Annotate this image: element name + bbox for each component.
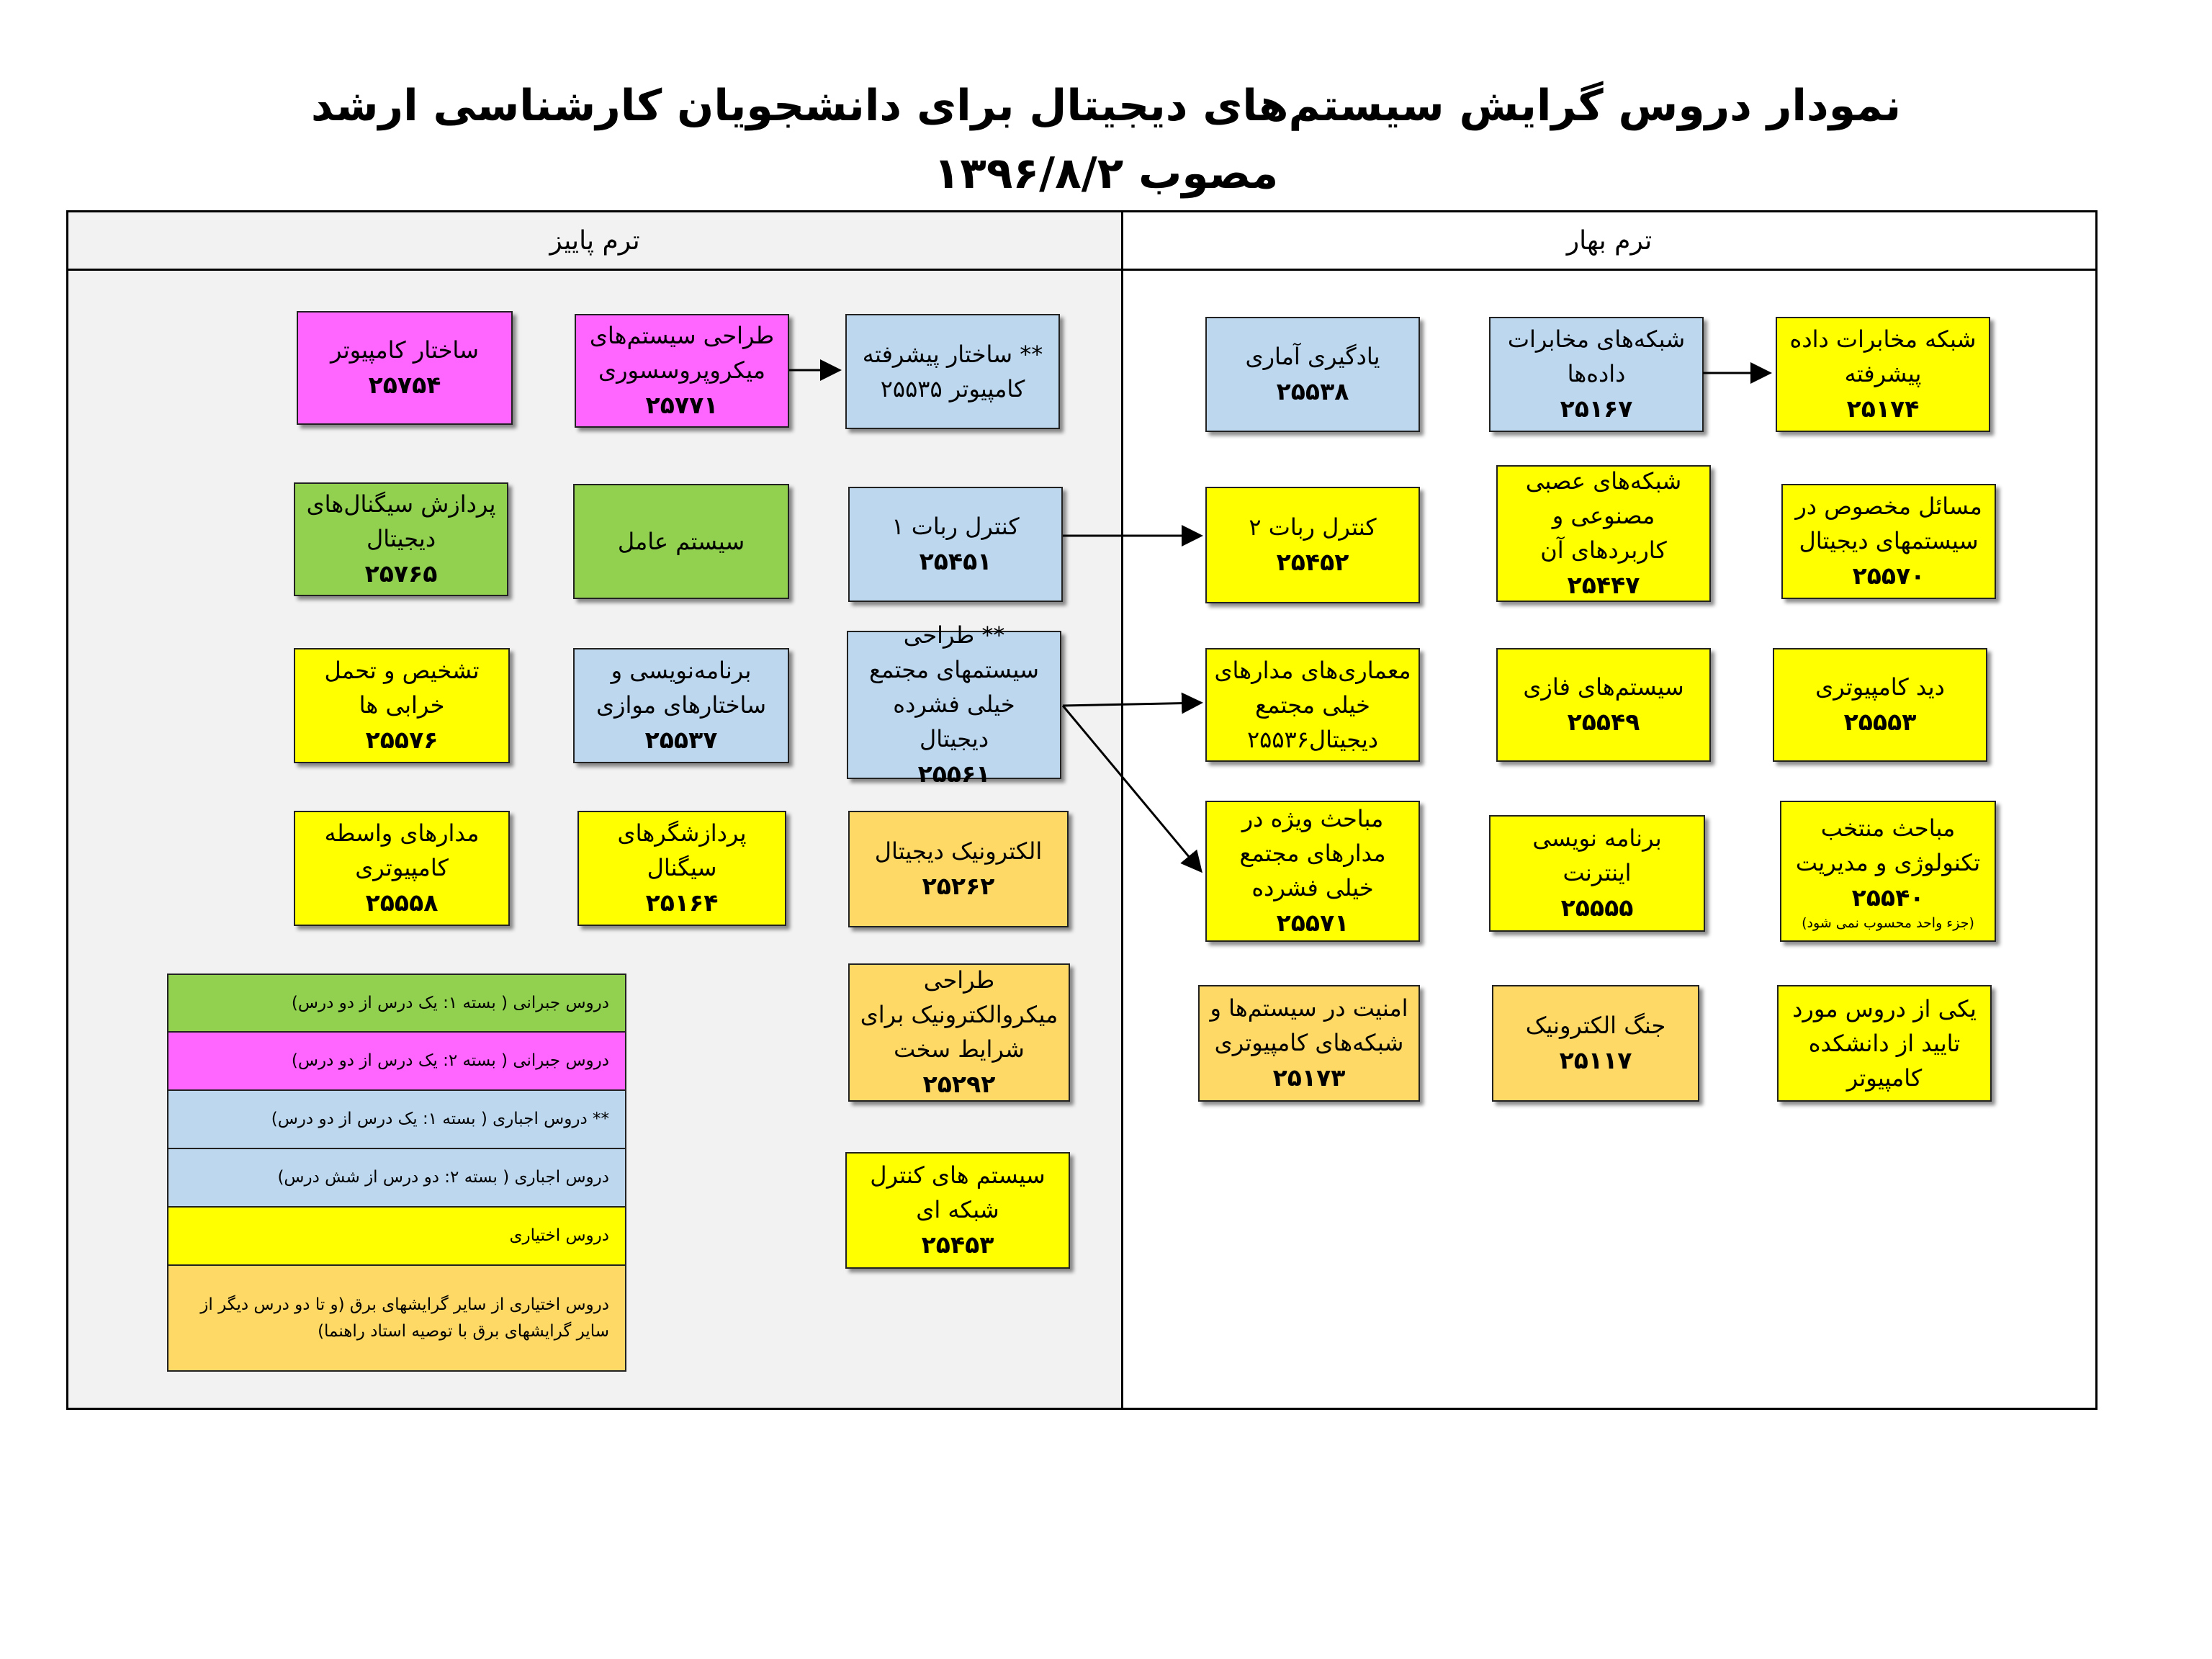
course-box-microprocessor-design <box>575 314 789 428</box>
legend-label: دروس جبرانی ( بسته ۱: یک درس از دو درس) <box>291 993 609 1012</box>
course-name-line: خیلی فشرده <box>1251 874 1374 902</box>
course-code: ۲۵۵۷۱ <box>1276 909 1349 938</box>
course-name-line: شبکه‌های عصبی <box>1525 467 1682 495</box>
course-box-signal-processors <box>577 811 786 926</box>
course-name-line: تکنولوژی و مدیریت <box>1795 848 1981 876</box>
course-name-line: امنیت در سیستم‌ها و <box>1210 994 1408 1022</box>
course-code: ۲۵۵۴۰ <box>1851 883 1925 912</box>
course-box-statistical-learning <box>1205 317 1420 432</box>
course-code: ۲۵۵۶۱ <box>917 760 991 788</box>
course-code: ۲۵۵۳۸ <box>1276 377 1349 406</box>
course-code: ۲۵۴۵۱ <box>919 547 992 576</box>
course-code: ۲۵۲۹۲ <box>922 1070 996 1099</box>
course-box-operating-system <box>573 484 789 599</box>
legend-label: دروس اجباری ( بسته ۲: دو درس از شش درس) <box>277 1168 609 1187</box>
course-name-line: خیلی فشرده دیجیتال <box>893 691 1015 753</box>
spring-header: ترم بهار <box>1123 212 2095 271</box>
course-name-line: شبکه مخابرات داده <box>1789 325 1977 354</box>
course-name-line: سیستم های کنترل <box>870 1161 1046 1190</box>
course-code: ۲۵۵۷۰ <box>1852 562 1925 590</box>
legend-row <box>168 1091 625 1149</box>
course-box-parallel-programming <box>573 648 789 763</box>
course-name-line: دیجیتال۲۵۵۳۶ <box>1246 726 1379 753</box>
course-code: ۲۵۵۷۶ <box>365 726 439 755</box>
course-name-line: خرابی ها <box>359 691 445 719</box>
course-box-fuzzy-systems <box>1496 648 1711 762</box>
legend-label: دروس اختیاری از سایر گرایشهای برق (و تا دو درس دیگر از سایر گرایشهای برق با توصیه استاد راهنما) <box>200 1295 609 1341</box>
course-code: ۲۵۱۶۷ <box>1560 395 1633 423</box>
diagram-subtitle: مصوب ۱۳۹۶/۸/۲ <box>933 148 1279 199</box>
course-code: ۲۵۱۶۴ <box>645 889 719 917</box>
course-box-fault-diagnosis <box>294 648 510 763</box>
course-code: ۲۵۵۳۷ <box>644 726 718 755</box>
legend-label: دروس جبرانی ( بسته ۲: یک درس از دو درس) <box>291 1051 609 1071</box>
course-box-internet-programming <box>1489 815 1705 932</box>
course-box-tech-management <box>1780 801 1996 942</box>
course-name-line: پیشرفته <box>1844 360 1922 388</box>
course-name-line: خیلی مجتمع <box>1255 691 1370 719</box>
course-box-robot-control-1 <box>848 487 1063 602</box>
course-name-line: الکترونیک دیجیتال <box>874 837 1043 866</box>
course-name-line: مسائل مخصوص در <box>1795 493 1982 521</box>
course-box-data-networks <box>1489 317 1704 432</box>
course-name-line: سیستمهای مجتمع <box>869 656 1039 684</box>
course-box-electronic-warfare <box>1492 985 1699 1102</box>
course-name-line: ساختار کامپیوتر <box>331 336 479 364</box>
course-box-advanced-data-networks <box>1776 317 1990 432</box>
course-box-computer-vision <box>1773 648 1987 762</box>
course-name-line: ** طراحی <box>903 621 1005 649</box>
course-name-line: سیستم‌های فازی <box>1523 673 1684 701</box>
course-name-line: سیستمهای دیجیتال <box>1799 527 1979 555</box>
course-name-line: کامپیوتر <box>1846 1064 1923 1092</box>
course-name-line: ** ساختار پیشرفته <box>862 341 1043 368</box>
legend-row <box>168 1033 625 1091</box>
course-box-neural-networks <box>1496 465 1711 602</box>
legend <box>167 974 626 1372</box>
course-code: ۲۵۷۷۱ <box>645 391 719 420</box>
course-code: ۲۵۴۴۷ <box>1567 571 1640 600</box>
course-box-harsh-microelectronics <box>848 963 1070 1102</box>
course-name-line: مباحث منتخب <box>1820 814 1956 842</box>
course-name-line: طراحی سیستم‌های <box>589 322 775 350</box>
course-name-line: پردازش سیگنال‌های <box>306 490 496 518</box>
course-box-interface-circuits <box>294 811 510 926</box>
course-code: ۲۵۵۵۵ <box>1560 894 1634 922</box>
course-note: (جزء واحد محسوب نمی شود) <box>1802 915 1974 932</box>
course-name-line: کنترل ربات ۲ <box>1249 513 1377 541</box>
course-box-robot-control-2 <box>1205 487 1420 603</box>
course-name-line: ساختارهای موازی <box>595 691 767 719</box>
course-name-line: طراحی <box>923 966 995 994</box>
course-name-line: برنامه نویسی اینترنت <box>1532 824 1662 887</box>
course-box-dsp <box>294 482 508 596</box>
course-box-vlsi-special-topics <box>1205 801 1420 942</box>
course-name-line: کامپیوتر ۲۵۵۳۵ <box>880 375 1025 403</box>
course-code: ۲۵۴۵۲ <box>1276 548 1349 577</box>
legend-label: دروس اختیاری <box>509 1226 609 1246</box>
course-code: ۲۵۵۵۸ <box>365 889 439 917</box>
course-name-line: میکروالکترونیک برای <box>860 1001 1058 1029</box>
course-name-line: برنامه‌نویسی و <box>611 657 752 685</box>
course-name-line: دید کامپیوتری <box>1815 673 1945 701</box>
course-name-line: شبکه ای <box>916 1196 999 1224</box>
course-code: ۲۵۱۷۴ <box>1846 395 1920 423</box>
course-code: ۲۵۲۶۲ <box>922 872 995 901</box>
course-name-line: شرایط سخت <box>894 1035 1025 1064</box>
course-name-line: دیجیتال <box>366 525 436 553</box>
course-name-line: مصنوعی و <box>1552 502 1655 530</box>
legend-row <box>168 1208 625 1266</box>
course-box-network-security <box>1198 985 1420 1102</box>
course-box-vlsi-design <box>847 621 1061 788</box>
course-name-line: تشخیص و تحمل <box>324 657 480 685</box>
course-name-line: یکی از دروس مورد <box>1792 995 1977 1022</box>
course-name-line: یادگیری آماری <box>1245 343 1380 371</box>
course-name-line: مباحث ویژه در <box>1241 805 1384 833</box>
course-code: ۲۵۷۵۴ <box>368 371 441 400</box>
course-box-vlsi-architecture <box>1205 648 1420 762</box>
course-code: ۲۵۴۵۳ <box>921 1231 994 1259</box>
course-code: ۲۵۵۴۹ <box>1567 708 1640 737</box>
course-box-networked-control <box>845 1152 1070 1269</box>
legend-row <box>168 975 625 1033</box>
course-name-line: کنترل ربات ۱ <box>891 513 1020 541</box>
course-name-line: شبکه‌های کامپیوتری <box>1214 1029 1404 1057</box>
course-name-line: تایید از دانشکده <box>1808 1030 1961 1057</box>
course-name-line: سیگنال <box>647 854 717 882</box>
course-code: ۲۵۷۶۵ <box>364 559 438 588</box>
course-name-line: مدارهای مجتمع <box>1239 840 1386 868</box>
course-box-digital-electronics <box>848 811 1069 927</box>
course-name-line: پردازشگرهای <box>617 819 747 848</box>
course-name-line: سیستم عامل <box>617 528 745 555</box>
course-name-line: معماری‌های مدارهای <box>1214 657 1411 684</box>
course-code: ۲۵۵۵۳ <box>1843 708 1917 737</box>
course-name-line: مدارهای واسطه <box>324 819 480 848</box>
course-box-computer-architecture <box>297 311 513 425</box>
course-name-line: کامپیوتری <box>355 854 449 882</box>
legend-row <box>168 1149 625 1208</box>
course-code: ۲۵۱۷۳ <box>1272 1064 1346 1092</box>
course-name-line: میکروپروسسوری <box>598 356 765 385</box>
course-box-cs-dept-course <box>1777 985 1992 1102</box>
course-name-line: داده‌ها <box>1567 360 1626 388</box>
legend-row <box>168 1266 625 1370</box>
legend-label: ** دروس اجباری ( بسته ۱: یک درس از دو درس) <box>271 1110 609 1129</box>
course-code: ۲۵۱۱۷ <box>1559 1046 1632 1075</box>
course-box-advanced-architecture <box>845 314 1060 429</box>
course-box-special-topics-digital <box>1781 484 1996 599</box>
course-name-line: جنگ الکترونیک <box>1525 1012 1666 1040</box>
diagram-title: نمودار دروس گرایش سیستم‌های دیجیتال برای دانشجویان کارشناسی ارشد <box>310 81 1902 131</box>
course-name-line: کاربردهای آن <box>1540 536 1667 565</box>
fall-header: ترم پاییز <box>68 212 1121 271</box>
course-name-line: شبکه‌های مخابرات <box>1507 325 1686 354</box>
